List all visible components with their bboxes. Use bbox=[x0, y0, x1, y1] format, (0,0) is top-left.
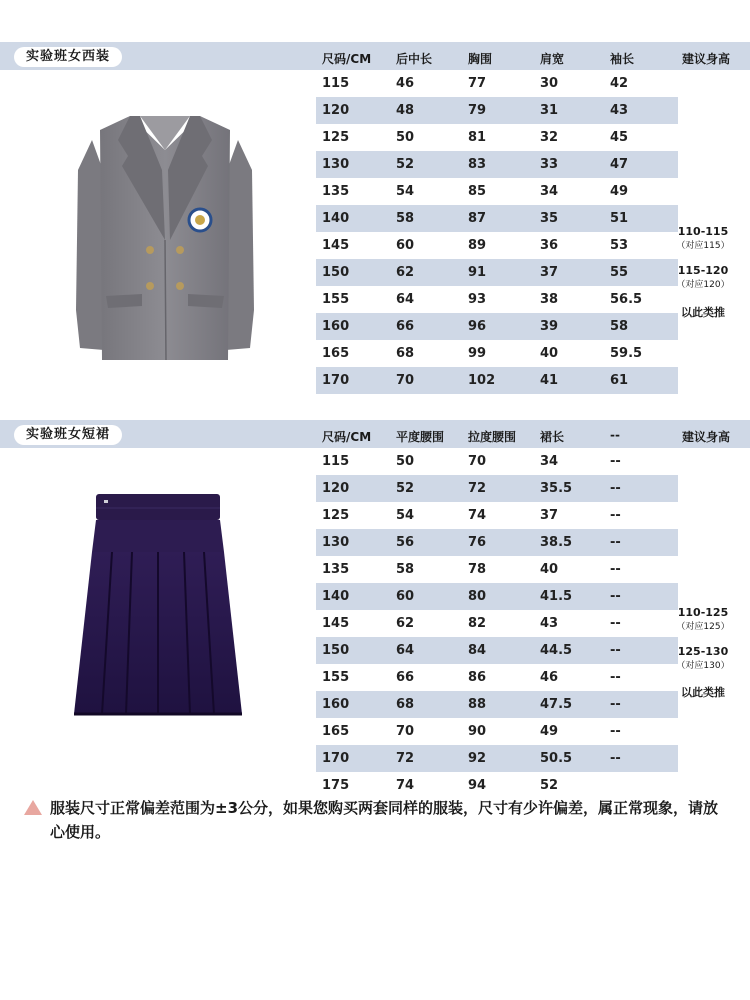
blazer-cell: 38 bbox=[540, 292, 559, 307]
skirt-row bbox=[316, 448, 678, 475]
blazer-cell: 52 bbox=[396, 157, 415, 172]
skirt-col-length: 裙长 bbox=[540, 430, 565, 444]
skirt-row bbox=[316, 691, 678, 718]
blazer-row bbox=[316, 124, 678, 151]
blazer-row bbox=[316, 70, 678, 97]
skirt-title: 实验班女短裙 bbox=[14, 425, 122, 445]
blazer-cell: 150 bbox=[322, 265, 350, 280]
blazer-cell: 59.5 bbox=[610, 346, 643, 361]
blazer-note-3 bbox=[663, 304, 743, 320]
skirt-row bbox=[316, 610, 678, 637]
blazer-cell: 170 bbox=[322, 373, 350, 388]
blazer-row bbox=[316, 286, 678, 313]
size-deviation-text: 服装尺寸正常偏差范围为±3公分，如果您购买两套同样的服装，尺寸有少许偏差，属正常现象，请放心使用。 bbox=[50, 799, 719, 841]
blazer-cell: 39 bbox=[540, 319, 559, 334]
skirt-cell: 49 bbox=[540, 724, 559, 739]
skirt-cell: -- bbox=[610, 697, 621, 712]
skirt-cell: 41.5 bbox=[540, 589, 573, 604]
blazer-cell: 99 bbox=[468, 346, 487, 361]
skirt-cell: 68 bbox=[396, 697, 415, 712]
skirt-image bbox=[72, 490, 244, 720]
skirt-col-height: 建议身高 bbox=[682, 430, 731, 444]
skirt-note-1-sub: （对应125） bbox=[676, 622, 730, 632]
blazer-cell: 47 bbox=[610, 157, 629, 172]
skirt-cell: 70 bbox=[396, 724, 415, 739]
skirt-cell: 50.5 bbox=[540, 751, 573, 766]
blazer-cell: 125 bbox=[322, 130, 350, 145]
blazer-cell: 85 bbox=[468, 184, 487, 199]
blazer-note-2-sub: （对应120） bbox=[676, 280, 730, 290]
blazer-cell: 91 bbox=[468, 265, 487, 280]
skirt-row bbox=[316, 502, 678, 529]
skirt-cell: 74 bbox=[468, 508, 487, 523]
skirt-note-3-range: 以此类推 bbox=[681, 686, 725, 699]
skirt-cell: 44.5 bbox=[540, 643, 573, 658]
blazer-cell: 45 bbox=[610, 130, 629, 145]
skirt-cell: 52 bbox=[396, 481, 415, 496]
blazer-col-back-length: 后中长 bbox=[396, 52, 433, 66]
blazer-note-2-range: 115-120 bbox=[677, 264, 729, 277]
skirt-col-stretch-waist: 拉度腰围 bbox=[468, 430, 517, 444]
skirt-cell: -- bbox=[610, 562, 621, 577]
blazer-cell: 48 bbox=[396, 103, 415, 118]
blazer-cell: 115 bbox=[322, 76, 350, 91]
blazer-cell: 54 bbox=[396, 184, 415, 199]
skirt-cell: 66 bbox=[396, 670, 415, 685]
skirt-cell: 160 bbox=[322, 697, 350, 712]
blazer-cell: 55 bbox=[610, 265, 629, 280]
blazer-row bbox=[316, 205, 678, 232]
blazer-cell: 62 bbox=[396, 265, 415, 280]
skirt-cell: -- bbox=[610, 724, 621, 739]
blazer-cell: 33 bbox=[540, 157, 559, 172]
skirt-row bbox=[316, 475, 678, 502]
blazer-row bbox=[316, 259, 678, 286]
skirt-cell: 82 bbox=[468, 616, 487, 631]
skirt-cell: 92 bbox=[468, 751, 487, 766]
skirt-row bbox=[316, 556, 678, 583]
skirt-cell: 130 bbox=[322, 535, 350, 550]
skirt-cell: 60 bbox=[396, 589, 415, 604]
skirt-cell: 155 bbox=[322, 670, 350, 685]
skirt-note-2 bbox=[663, 645, 743, 671]
skirt-row bbox=[316, 664, 678, 691]
blazer-note-2 bbox=[663, 264, 743, 290]
blazer-cell: 79 bbox=[468, 103, 487, 118]
blazer-col-size: 尺码/CM bbox=[322, 52, 372, 66]
skirt-cell: -- bbox=[610, 616, 621, 631]
blazer-cell: 56.5 bbox=[610, 292, 643, 307]
blazer-row bbox=[316, 97, 678, 124]
blazer-cell: 155 bbox=[322, 292, 350, 307]
blazer-cell: 50 bbox=[396, 130, 415, 145]
blazer-cell: 31 bbox=[540, 103, 559, 118]
blazer-cell: 87 bbox=[468, 211, 487, 226]
skirt-cell: 94 bbox=[468, 778, 487, 793]
skirt-cell: -- bbox=[610, 454, 621, 469]
blazer-row bbox=[316, 340, 678, 367]
skirt-cell: -- bbox=[610, 589, 621, 604]
blazer-cell: 35 bbox=[540, 211, 559, 226]
blazer-section bbox=[0, 42, 750, 392]
skirt-cell: 47.5 bbox=[540, 697, 573, 712]
skirt-cell: 175 bbox=[322, 778, 350, 793]
skirt-cell: 58 bbox=[396, 562, 415, 577]
skirt-cell: 80 bbox=[468, 589, 487, 604]
blazer-cell: 37 bbox=[540, 265, 559, 280]
blazer-cell: 165 bbox=[322, 346, 350, 361]
skirt-cell: 120 bbox=[322, 481, 350, 496]
skirt-cell: 140 bbox=[322, 589, 350, 604]
blazer-cell: 58 bbox=[610, 319, 629, 334]
skirt-note-3 bbox=[663, 684, 743, 700]
skirt-cell: -- bbox=[610, 481, 621, 496]
skirt-cell: 56 bbox=[396, 535, 415, 550]
skirt-cell: 84 bbox=[468, 643, 487, 658]
blazer-cell: 93 bbox=[468, 292, 487, 307]
skirt-note-2-sub: （对应130） bbox=[676, 661, 730, 671]
skirt-row bbox=[316, 529, 678, 556]
skirt-cell: 54 bbox=[396, 508, 415, 523]
blazer-cell: 61 bbox=[610, 373, 629, 388]
blazer-row bbox=[316, 232, 678, 259]
blazer-cell: 83 bbox=[468, 157, 487, 172]
blazer-row bbox=[316, 178, 678, 205]
skirt-row bbox=[316, 583, 678, 610]
skirt-cell: 35.5 bbox=[540, 481, 573, 496]
blazer-title: 实验班女西装 bbox=[14, 47, 122, 67]
blazer-cell: 46 bbox=[396, 76, 415, 91]
blazer-note-3-range: 以此类推 bbox=[681, 306, 725, 319]
skirt-cell: 72 bbox=[396, 751, 415, 766]
blazer-cell: 43 bbox=[610, 103, 629, 118]
blazer-col-chest: 胸围 bbox=[468, 52, 493, 66]
skirt-cell: 37 bbox=[540, 508, 559, 523]
blazer-cell: 41 bbox=[540, 373, 559, 388]
blazer-cell: 32 bbox=[540, 130, 559, 145]
blazer-cell: 68 bbox=[396, 346, 415, 361]
blazer-cell: 36 bbox=[540, 238, 559, 253]
blazer-cell: 66 bbox=[396, 319, 415, 334]
blazer-cell: 135 bbox=[322, 184, 350, 199]
skirt-col-size: 尺码/CM bbox=[322, 430, 372, 444]
blazer-cell: 89 bbox=[468, 238, 487, 253]
skirt-cell: 34 bbox=[540, 454, 559, 469]
blazer-note-1-range: 110-115 bbox=[677, 225, 729, 238]
blazer-cell: 120 bbox=[322, 103, 350, 118]
skirt-cell: 72 bbox=[468, 481, 487, 496]
skirt-cell: -- bbox=[610, 508, 621, 523]
blazer-row bbox=[316, 313, 678, 340]
skirt-cell: 170 bbox=[322, 751, 350, 766]
skirt-cell: -- bbox=[610, 643, 621, 658]
blazer-row bbox=[316, 367, 678, 394]
blazer-cell: 77 bbox=[468, 76, 487, 91]
blazer-cell: 49 bbox=[610, 184, 629, 199]
skirt-cell: 125 bbox=[322, 508, 350, 523]
blazer-cell: 145 bbox=[322, 238, 350, 253]
skirt-cell: 46 bbox=[540, 670, 559, 685]
blazer-col-height: 建议身高 bbox=[682, 52, 731, 66]
skirt-section bbox=[0, 420, 750, 800]
skirt-cell: 74 bbox=[396, 778, 415, 793]
skirt-cell: 90 bbox=[468, 724, 487, 739]
skirt-cell: 52 bbox=[540, 778, 559, 793]
skirt-cell: 64 bbox=[396, 643, 415, 658]
blazer-cell: 60 bbox=[396, 238, 415, 253]
blazer-cell: 34 bbox=[540, 184, 559, 199]
blazer-cell: 96 bbox=[468, 319, 487, 334]
skirt-cell: 76 bbox=[468, 535, 487, 550]
blazer-cell: 130 bbox=[322, 157, 350, 172]
skirt-cell: 43 bbox=[540, 616, 559, 631]
blazer-cell: 30 bbox=[540, 76, 559, 91]
skirt-cell: 78 bbox=[468, 562, 487, 577]
blazer-cell: 53 bbox=[610, 238, 629, 253]
blazer-cell: 58 bbox=[396, 211, 415, 226]
blazer-image bbox=[70, 110, 260, 370]
skirt-cell: -- bbox=[610, 751, 621, 766]
skirt-row bbox=[316, 718, 678, 745]
skirt-cell: 86 bbox=[468, 670, 487, 685]
blazer-cell: 160 bbox=[322, 319, 350, 334]
skirt-cell: 150 bbox=[322, 643, 350, 658]
skirt-cell: 70 bbox=[468, 454, 487, 469]
blazer-cell: 51 bbox=[610, 211, 629, 226]
skirt-cell: 40 bbox=[540, 562, 559, 577]
skirt-row bbox=[316, 637, 678, 664]
skirt-cell: 145 bbox=[322, 616, 350, 631]
skirt-note-1 bbox=[663, 606, 743, 632]
skirt-note-2-range: 125-130 bbox=[677, 645, 729, 658]
blazer-cell: 42 bbox=[610, 76, 629, 91]
skirt-cell: -- bbox=[610, 670, 621, 685]
skirt-cell: 88 bbox=[468, 697, 487, 712]
blazer-col-shoulder: 肩宽 bbox=[540, 52, 565, 66]
skirt-cell: 135 bbox=[322, 562, 350, 577]
warning-triangle-icon bbox=[24, 800, 42, 815]
skirt-cell: 50 bbox=[396, 454, 415, 469]
blazer-cell: 140 bbox=[322, 211, 350, 226]
blazer-cell: 64 bbox=[396, 292, 415, 307]
blazer-row bbox=[316, 151, 678, 178]
skirt-col-empty: -- bbox=[610, 428, 620, 442]
blazer-col-sleeve: 袖长 bbox=[610, 52, 635, 66]
skirt-cell: 115 bbox=[322, 454, 350, 469]
skirt-col-flat-waist: 平度腰围 bbox=[396, 430, 445, 444]
skirt-cell: 38.5 bbox=[540, 535, 573, 550]
skirt-row bbox=[316, 745, 678, 772]
skirt-cell: -- bbox=[610, 535, 621, 550]
blazer-cell: 40 bbox=[540, 346, 559, 361]
skirt-cell: 165 bbox=[322, 724, 350, 739]
skirt-row bbox=[316, 772, 678, 799]
blazer-cell: 70 bbox=[396, 373, 415, 388]
blazer-note-1-sub: （对应115） bbox=[676, 241, 730, 251]
skirt-note-1-range: 110-125 bbox=[677, 606, 729, 619]
blazer-note-1 bbox=[663, 225, 743, 251]
blazer-cell: 102 bbox=[468, 373, 496, 388]
skirt-cell: 62 bbox=[396, 616, 415, 631]
blazer-cell: 81 bbox=[468, 130, 487, 145]
